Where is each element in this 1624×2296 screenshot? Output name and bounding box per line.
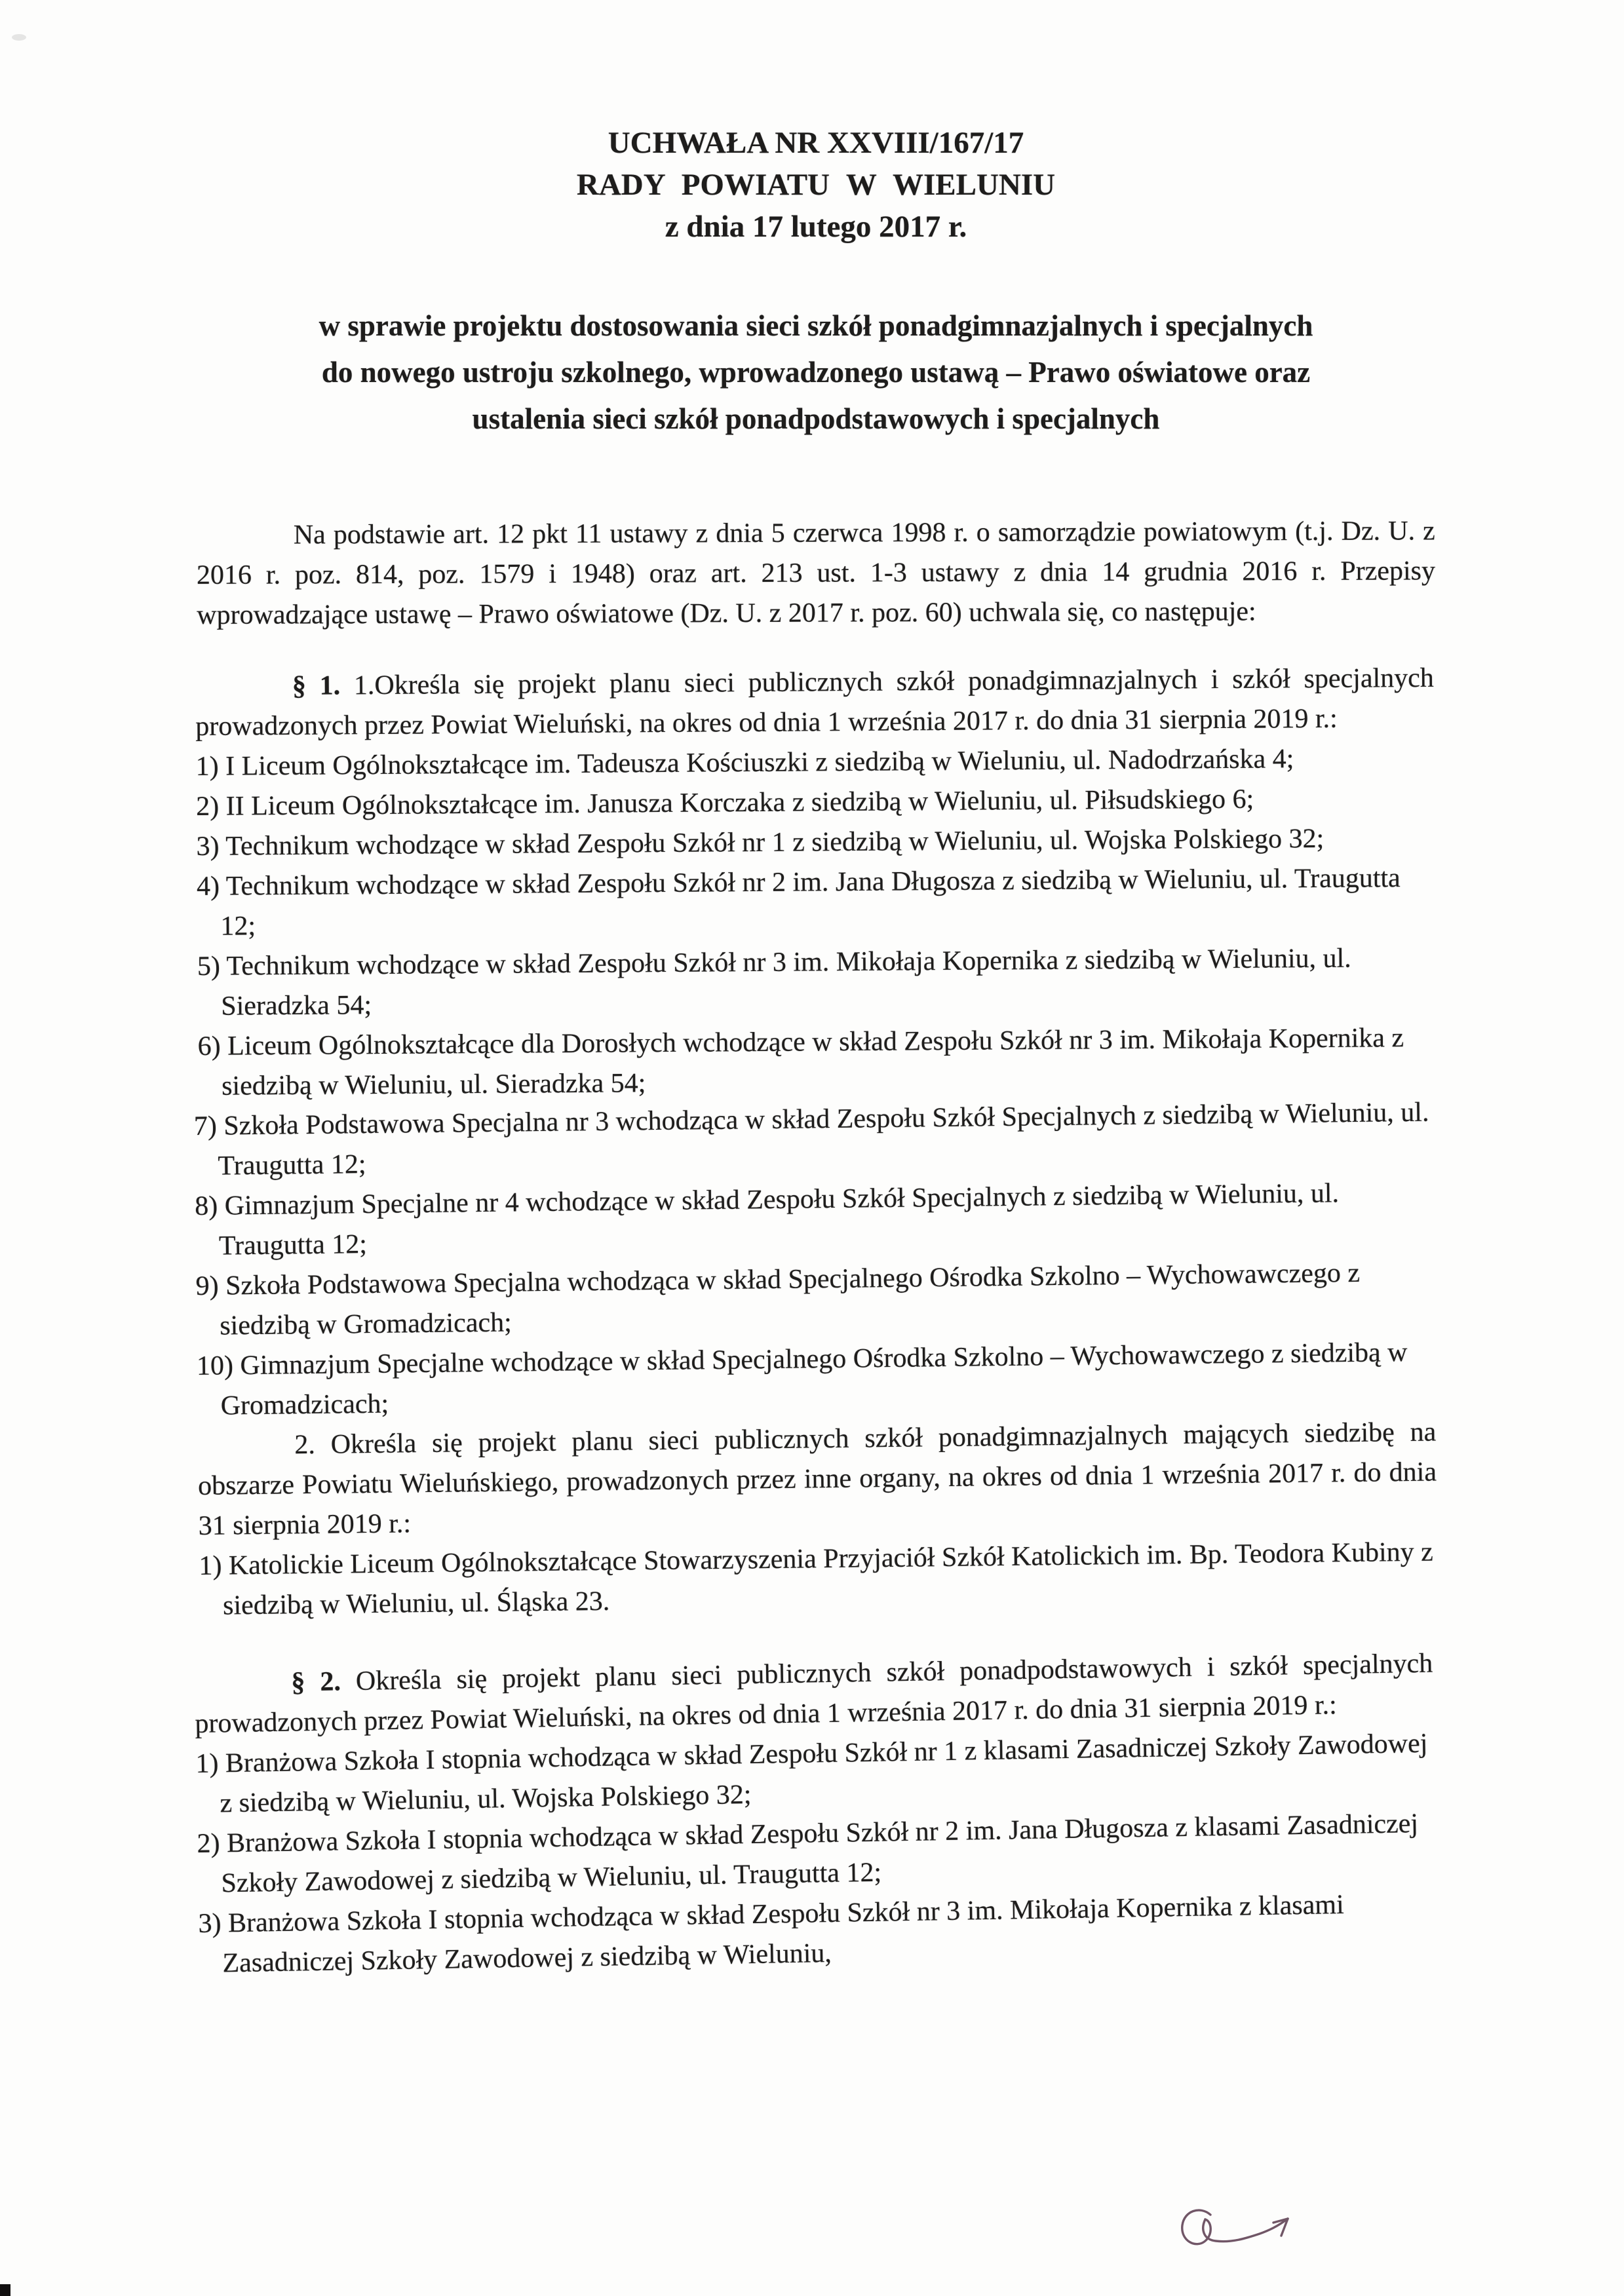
document-title-block xyxy=(197,122,1435,248)
list-item: 1) I Liceum Ogólnokształcące im. Tadeusza Kościuszki z siedzibą w Wieluniu, ul. Nadodrzańska 4; xyxy=(195,744,1294,782)
section-1-intro-text: 1.Określa się projekt planu sieci publicznych szkół ponadgimnazjalnych i szkół specjalnych prowadzonych przez Powiat Wieluński, na okres od dnia 1 września 2017 r. do dnia 31 sierpnia 2019 r.: xyxy=(195,662,1434,742)
section-1-part-2-list xyxy=(199,1533,1438,1626)
document-subject-block xyxy=(197,303,1435,442)
list-item: 1) Katolickie Liceum Ogólnokształcące Stowarzyszenia Przyjaciół Szkół Katolickich im. Bp. Teodora Kubiny z siedzibą w Wieluniu, ul. Śląska 23. xyxy=(199,1537,1434,1621)
document-title-line-1: UCHWAŁA NR XXVIII/167/17 xyxy=(608,126,1024,160)
section-1-part-2-paragraph: 2. Określa się projekt planu sieci publicznych szkół ponadgimnazjalnych mających siedzibę na obszarze Powiatu Wieluńskiego, prowadzonych przez inne organy, na okres od dnia 1 września 2017 r. do dnia 31 sierpnia 2019 r.: xyxy=(197,1417,1437,1541)
subject-line-2: do nowego ustroju szkolnego, wprowadzonego ustawą – Prawo oświatowe oraz xyxy=(321,356,1311,389)
section-1-paragraph xyxy=(195,659,1435,747)
subject-line-1: w sprawie projektu dostosowania sieci szkół ponadgimnazjalnych i specjalnych xyxy=(319,309,1313,342)
document-title-line-2: RADY POWIATU W WIELUNIU xyxy=(576,168,1056,202)
signature-scribble-icon xyxy=(1176,2203,1311,2263)
preamble-paragraph: Na podstawie art. 12 pkt 11 ustawy z dnia 5 czerwca 1998 r. o samorządzie powiatowym (t.j. Dz. U. z 2016 r. poz. 814, poz. 1579 i 1948) oraz art. 213 ust. 1-3 ustawy z dnia 14 grudnia 2016 r. Przepisy wprowadzające ustawę – Prawo oświatowe (Dz. U. z 2017 r. poz. 60) uchwala się, co następuje: xyxy=(196,516,1436,630)
subject-line-3: ustalenia sieci szkół ponadpodstawowych i specjalnych xyxy=(472,402,1160,435)
list-item: 9) Szkoła Podstawowa Specjalna wchodząca w skład Specjalnego Ośrodka Szkolno – Wychowawczego z siedzibą w Gromadzicach; xyxy=(195,1257,1361,1341)
section-2-lead: § 2. xyxy=(291,1666,341,1698)
document-title-line-3: z dnia 17 lutego 2017 r. xyxy=(665,210,967,244)
list-item: 4) Technikum wchodzące w skład Zespołu Szkół nr 2 im. Jana Długosza z siedzibą w Wieluniu, ul. Traugutta 12; xyxy=(196,863,1401,942)
list-item: 5) Technikum wchodzące w skład Zespołu Szkół nr 3 im. Mikołaja Kopernika z siedzibą w Wieluniu, ul. Sieradzka 54; xyxy=(197,943,1351,1022)
list-item: 1) Branżowa Szkoła I stopnia wchodząca w skład Zespołu Szkół nr 1 z klasami Zasadniczej Szkoły Zawodowej z siedzibą w Wieluniu, ul. Wojska Polskiego 32; xyxy=(195,1728,1428,1819)
section-1-lead: § 1. xyxy=(292,670,341,701)
list-item: 2) II Liceum Ogólnokształcące im. Janusza Korczaka z siedzibą w Wieluniu, ul. Piłsudskiego 6; xyxy=(195,784,1254,822)
section-2-list xyxy=(195,1724,1438,1984)
section-1-list-part1 xyxy=(196,738,1437,1107)
list-item: 10) Gimnazjum Specjalne wchodzące w skład Specjalnego Ośrodka Szkolno – Wychowawczego z siedzibą w Gromadzicach; xyxy=(196,1337,1408,1421)
list-item: 8) Gimnazjum Specjalne nr 4 wchodzące w skład Zespołu Szkół Specjalnych z siedzibą w Wieluniu, ul. Traugutta 12; xyxy=(194,1178,1340,1261)
list-item: 6) Liceum Ogólnokształcące dla Dorosłych wchodzące w skład Zespołu Szkół nr 3 im. Mikołaja Kopernika z siedzibą w Wieluniu, ul. Sieradzka 54; xyxy=(197,1023,1404,1101)
list-item: 3) Technikum wchodzące w skład Zespołu Szkół nr 1 z siedzibą w Wieluniu, ul. Wojska Polskiego 32; xyxy=(196,823,1324,862)
list-item: 3) Branżowa Szkoła I stopnia wchodząca w skład Zespołu Szkół nr 3 im. Mikołaja Kopernika z klasami Zasadniczej Szkoły Zawodowej z siedzibą w Wieluniu, xyxy=(198,1889,1345,1979)
section-2-intro-text: Określa się projekt planu sieci publicznych szkół ponadpodstawowych i szkół specjalnych prowadzonych przez Powiat Wieluński, na okres od dnia 1 września 2017 r. do dnia 31 sierpnia 2019 r.: xyxy=(195,1648,1433,1740)
section-1-list-part1b xyxy=(194,1093,1436,1426)
scan-corner-artifact xyxy=(0,2284,10,2296)
list-item: 2) Branżowa Szkoła I stopnia wchodząca w skład Zespołu Szkół nr 2 im. Jana Długosza z klasami Zasadniczej Szkoły Zawodowej z siedzibą w Wieluniu, ul. Traugutta 12; xyxy=(197,1808,1419,1899)
list-item: 7) Szkoła Podstawowa Specjalna nr 3 wchodząca w skład Zespołu Szkół Specjalnych z siedzibą w Wieluniu, ul. Traugutta 12; xyxy=(193,1097,1429,1181)
